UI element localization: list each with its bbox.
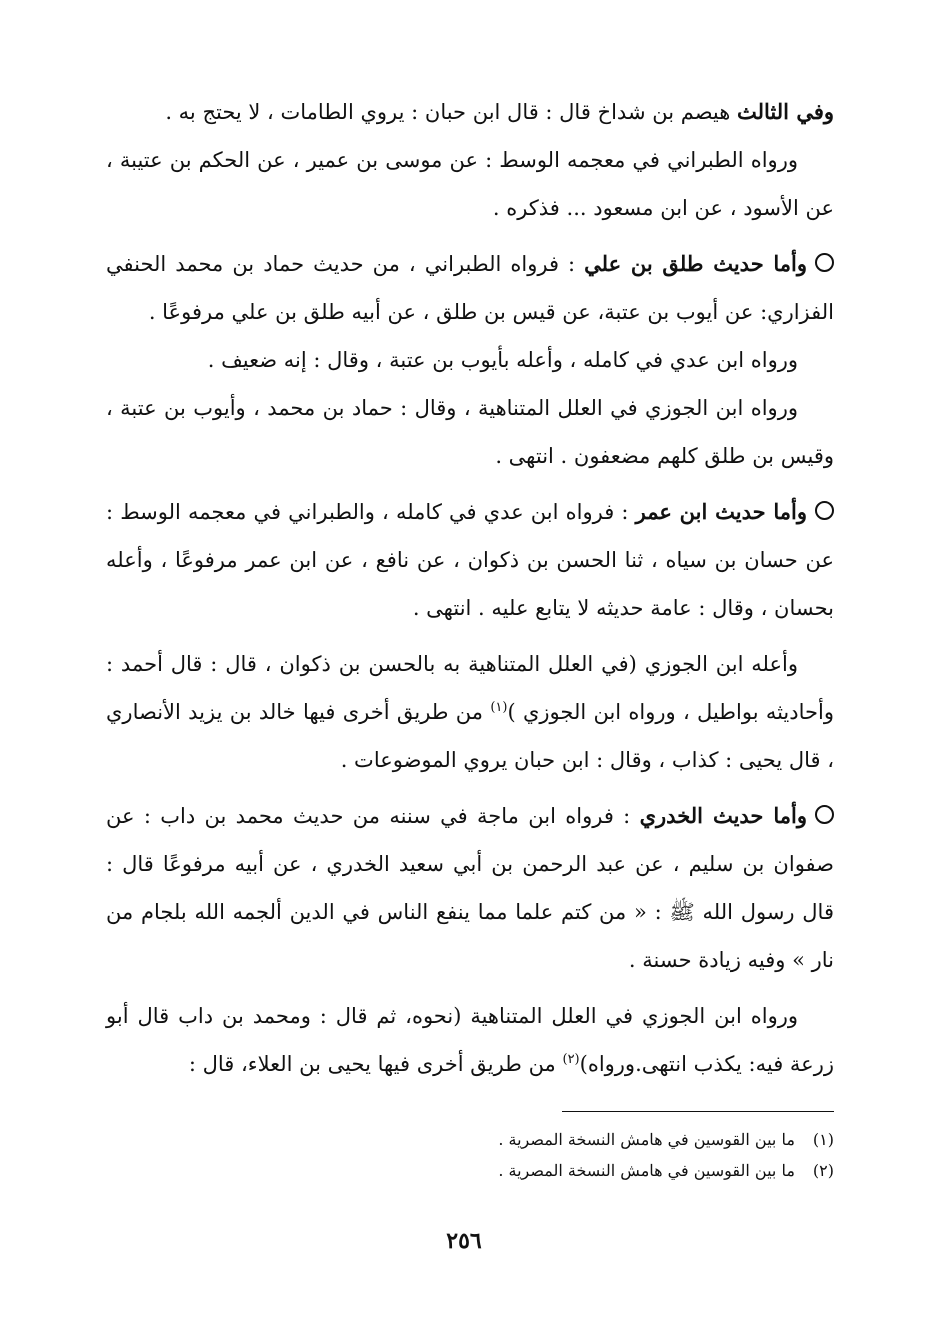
paragraph-4 xyxy=(106,336,834,384)
footnote-number: (٢) xyxy=(812,1161,834,1180)
section-lead-ibn-umar: وأما حديث ابن عمر xyxy=(635,499,807,524)
paragraph-9 xyxy=(106,992,834,1088)
footnote-mark-2[interactable]: (٢) xyxy=(562,1052,580,1067)
paragraph-5 xyxy=(106,384,834,480)
paragraph-6 xyxy=(106,488,834,632)
paragraph-1 xyxy=(106,88,834,136)
paragraph-3 xyxy=(106,240,834,336)
footnote-number: (١) xyxy=(812,1130,834,1149)
paragraph-2 xyxy=(106,136,834,232)
footnote-2 xyxy=(300,1155,834,1186)
paragraph-text: ورواه الطبراني في معجمه الوسط : عن موسى بن عمير ، عن الحكم بن عتيبة ، عن الأسود ، عن ابن مسعود ... فذكره . xyxy=(106,148,834,220)
section-lead-khudri: وأما حديث الخدري xyxy=(639,803,807,828)
footnote-divider xyxy=(562,1111,834,1112)
footnote-mark-1[interactable]: (١) xyxy=(490,700,508,715)
footnote-1 xyxy=(300,1124,834,1155)
section-lead-third: وفي الثالث xyxy=(737,99,834,124)
paragraph-8 xyxy=(106,792,834,984)
paragraph-text: من طريق أخرى فيها يحيى بن العلاء، قال : xyxy=(188,1052,563,1076)
main-text xyxy=(106,88,834,1088)
footnote-text: ما بين القوسين في هامش النسخة المصرية . xyxy=(498,1130,795,1149)
paragraph-text: هيصم بن شداخ قال : قال ابن حبان : يروي الطامات ، لا يحتج به . xyxy=(165,100,738,124)
paragraph-text: ورواه ابن الجوزي في العلل المتناهية ، وقال : حماد بن محمد ، وأيوب بن عتبة ، وقيس بن طلق كلهم مضعفون . انتهى . xyxy=(106,396,834,468)
footnotes xyxy=(300,1124,834,1186)
paragraph-text: وأعله ابن الجوزي (في العلل المتناهية به بالحسن بن ذكوان ، قال : قال أحمد : وأحاديثه بواطيل ، ورواه ابن الجوزي ) xyxy=(106,652,834,724)
section-circle-icon xyxy=(815,253,834,272)
paragraph-text: : فرواه ابن ماجة في سننه من حديث محمد بن داب : عن صفوان بن سليم ، عن عبد الرحمن بن أبي سعيد الخدري ، عن أبيه مرفوعًا قال : قال رسول الله ﷺ : « من كتم علما مما ينفع الناس في الدين ألجمه الله بلجام من نار » وفيه زيادة حسنة . xyxy=(106,804,834,972)
paragraph-7 xyxy=(106,640,834,784)
paragraph-text: ورواه ابن الجوزي في العلل المتناهية (نحوه، ثم قال : ومحمد بن داب قال أبو زرعة فيه: يكذب انتهى.ورواه) xyxy=(106,1004,834,1076)
paragraph-text: من طريق أخرى فيها خالد بن يزيد الأنصاري ، قال يحيى : كذاب ، وقال : ابن حبان يروي الموضوعات . xyxy=(106,700,834,772)
paragraph-text: : فرواه ابن عدي في كامله ، والطبراني في معجمه الوسط : عن حسان بن سياه ، ثنا الحسن بن ذكوان ، عن نافع ، عن ابن عمر مرفوعًا ، وأعله بحسان ، وقال : عامة حديثه لا يتابع عليه . انتهى . xyxy=(106,500,834,620)
paragraph-text: : فرواه الطبراني ، من حديث حماد بن محمد الحنفي الفزاري: عن أيوب بن عتبة، عن قيس بن طلق ، عن أبيه طلق بن علي مرفوعًا . xyxy=(106,252,834,324)
section-circle-icon xyxy=(815,501,834,520)
footnote-text: ما بين القوسين في هامش النسخة المصرية . xyxy=(498,1161,795,1180)
section-lead-talq: وأما حديث طلق بن علي xyxy=(584,251,807,276)
section-circle-icon xyxy=(815,805,834,824)
page-number: ٢٥٦ xyxy=(446,1228,482,1254)
paragraph-text: ورواه ابن عدي في كامله ، وأعله بأيوب بن عتبة ، وقال : إنه ضعيف . xyxy=(207,348,798,372)
